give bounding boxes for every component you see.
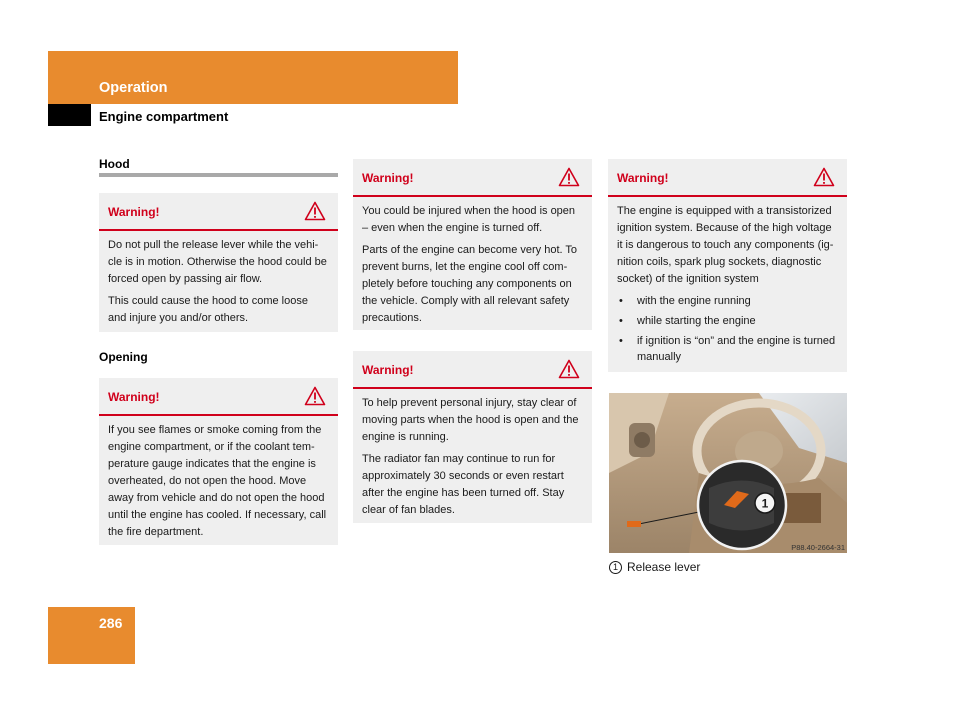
warning-header [99,193,338,231]
header-bar [48,51,458,104]
warning-text: You could be injured when the hood is open – even when the engine is turned off. [362,205,576,234]
opening-heading: Opening [99,350,148,364]
warning-triangle-icon [558,359,580,379]
warning-header [353,351,592,389]
warning-triangle-icon [813,167,835,187]
hood-divider [99,173,338,177]
warning-box-moving-parts [353,351,592,523]
warning-triangle-icon [558,167,580,187]
page-number: 286 [99,615,123,631]
warning-triangle-icon [304,201,326,221]
warning-text: This could cause the hood to come loose and injure you and/or others. [108,295,308,324]
dashboard-illustration [609,393,847,553]
warning-text: The engine is equipped with a transistorized ignition system. Because of the high voltage it is dangerous to touch any components (ig-nition coils, spark plug sockets, diagnostic socket) of the ignition system [617,205,834,285]
warning-triangle-icon [304,386,326,406]
warning-text: If you see flames or smoke coming from the engine compartment, or if the coolant tem-perature gauge indicates that the engine is overheated, do not open the hood. Move away from vehicle and do not open the hood until the engine has cooled. If necessary, call the fire department. [108,424,327,538]
warning-text: Parts of the engine can become very hot. To prevent burns, let the engine cool off com-pletely before touching any components on the vehicle. Comply with all relevant safety precautions. [362,244,578,324]
list-item: • with the engine running [617,293,838,309]
figure-code: P88.40-2664-31 [791,543,845,552]
warning-box-ignition-voltage [608,159,847,372]
warning-body [99,416,338,552]
warning-body [353,389,592,530]
warning-label: Warning! [108,390,160,404]
caption-number-icon: 1 [609,561,622,574]
caption-text: Release lever [627,560,701,574]
warning-label: Warning! [617,171,669,185]
release-lever-photo [609,393,847,553]
warning-body [99,231,338,338]
section-subtitle: Engine compartment [99,109,229,124]
warning-text: Do not pull the release lever while the vehi-cle is in motion. Otherwise the hood could be forced open by passing air flow. [108,239,327,285]
warning-body [608,197,847,375]
warning-bullet-list [617,293,838,365]
list-item: • if ignition is “on” and the engine is turned manually [617,333,838,365]
warning-label: Warning! [362,363,414,377]
section-tab-marker [48,104,91,126]
hood-heading: Hood [99,157,130,171]
chapter-title: Operation [99,80,168,96]
warning-box-hood-open-injury [353,159,592,330]
warning-header [99,378,338,416]
warning-label: Warning! [108,205,160,219]
warning-text: To help prevent personal injury, stay clear of moving parts when the hood is open and the engine is running. [362,397,579,443]
warning-body [353,197,592,338]
warning-header [608,159,847,197]
list-item: • while starting the engine [617,313,838,329]
warning-label: Warning! [362,171,414,185]
warning-box-hood-release [99,193,338,332]
warning-text: The radiator fan may continue to run for approximately 30 seconds or even restart after the engine has been turned off. Stay clear of fan blades. [362,453,565,516]
figure-caption [609,560,700,574]
warning-box-flames-smoke [99,378,338,545]
callout-number: 1 [761,496,769,511]
warning-header [353,159,592,197]
